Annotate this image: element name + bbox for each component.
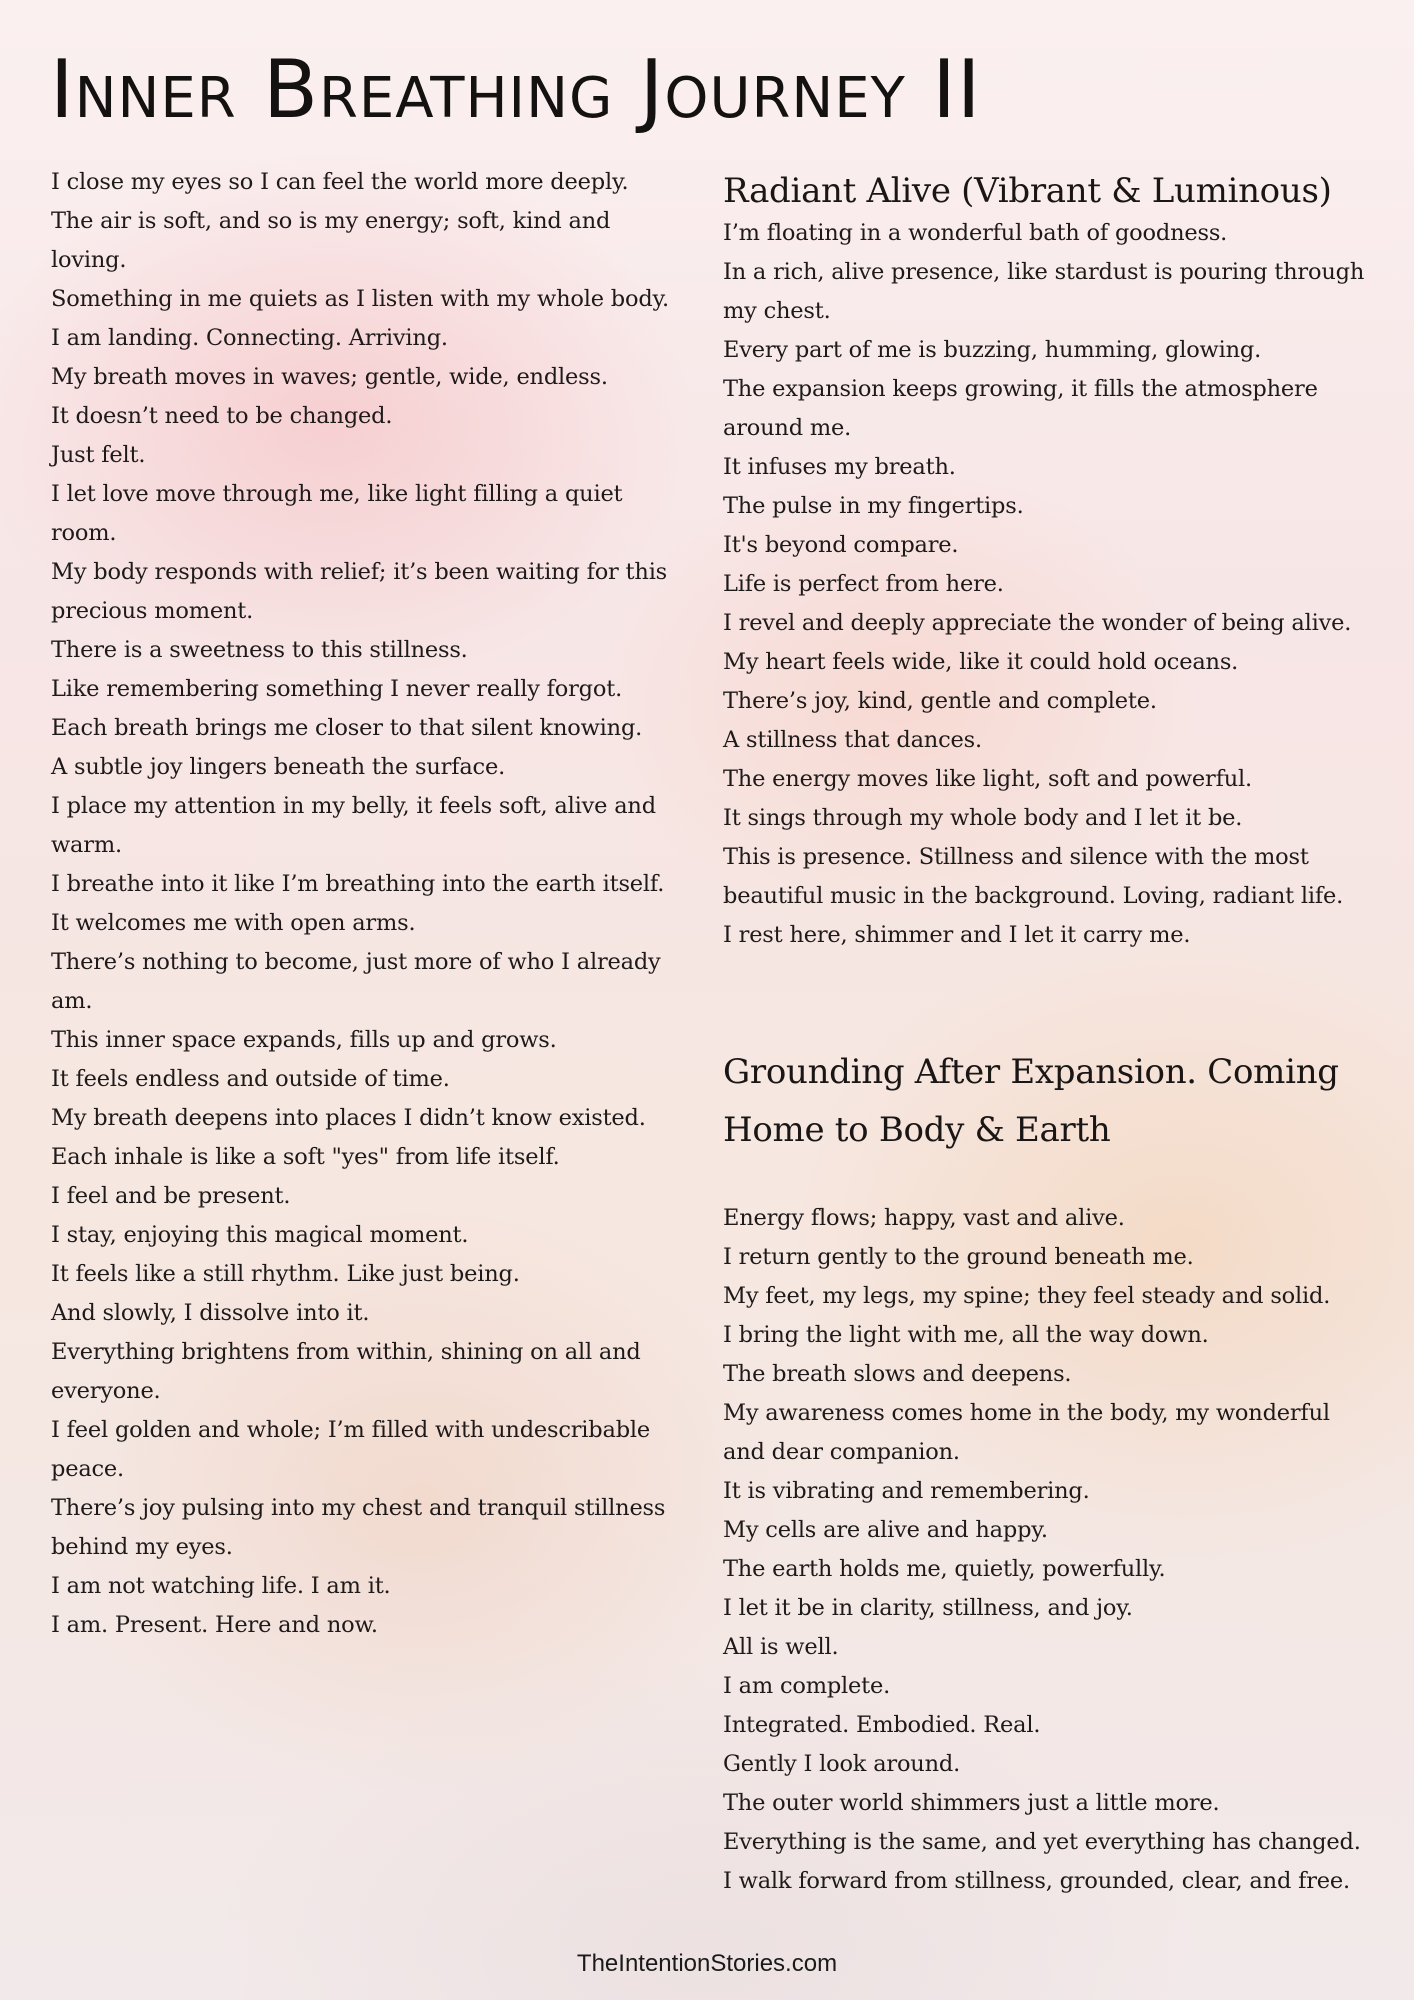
- text-line: A stillness that dances.: [723, 727, 982, 753]
- text-line: In a rich, alive presence, like stardust is pouring through my chest.: [723, 259, 1365, 324]
- text-line: I let it be in clarity, stillness, and joy.: [723, 1595, 1133, 1621]
- text-line: Every part of me is buzzing, humming, glowing.: [723, 337, 1262, 363]
- text-line: I rest here, shimmer and I let it carry me.: [723, 922, 1191, 948]
- text-line: It's beyond compare.: [723, 532, 959, 558]
- text-line: The expansion keeps growing, it fills the atmosphere around me.: [723, 376, 1318, 441]
- radiant-section-lines: [723, 214, 1373, 955]
- text-line: The breath slows and deepens.: [723, 1361, 1072, 1387]
- text-line: I stay, enjoying this magical moment.: [51, 1222, 469, 1248]
- text-line: I am complete.: [723, 1673, 891, 1699]
- radiant-section-heading: Radiant Alive (Vibrant & Luminous): [723, 171, 1332, 211]
- text-line: This is presence. Stillness and silence with the most beautiful music in the background. Loving, radiant life.: [723, 844, 1344, 909]
- text-line: This inner space expands, fills up and grows.: [51, 1027, 557, 1053]
- text-line: I am. Present. Here and now.: [51, 1612, 378, 1638]
- text-line: The outer world shimmers just a little more.: [723, 1790, 1220, 1816]
- text-line: It feels like a still rhythm. Like just being.: [51, 1261, 520, 1287]
- text-line: It feels endless and outside of time.: [51, 1066, 450, 1092]
- text-line: There’s nothing to become, just more of who I already am.: [51, 949, 661, 1014]
- text-line: My feet, my legs, my spine; they feel steady and solid.: [723, 1283, 1331, 1309]
- text-line: There’s joy, kind, gentle and complete.: [723, 688, 1157, 714]
- grounding-section: [723, 1043, 1373, 1901]
- radiant-section: [723, 168, 1373, 955]
- left-column-lines: [51, 163, 691, 1645]
- text-line: Something in me quiets as I listen with my whole body.: [51, 286, 669, 312]
- text-line: Integrated. Embodied. Real.: [723, 1712, 1041, 1738]
- text-line: I return gently to the ground beneath me.: [723, 1244, 1194, 1270]
- grounding-section-lines: [723, 1199, 1373, 1901]
- text-line: The air is soft, and so is my energy; soft, kind and loving.: [51, 208, 611, 273]
- text-line: I breathe into it like I’m breathing into the earth itself.: [51, 871, 665, 897]
- grounding-section-heading: Grounding After Expansion. Coming Home to Body & Earth: [723, 1052, 1339, 1150]
- text-line: I bring the light with me, all the way down.: [723, 1322, 1209, 1348]
- text-line: Everything is the same, and yet everything has changed.: [723, 1829, 1361, 1855]
- footer-website[interactable]: TheIntentionStories.com: [576, 1950, 838, 1977]
- text-line: It is vibrating and remembering.: [723, 1478, 1090, 1504]
- left-column: [51, 163, 691, 1645]
- text-line: I let love move through me, like light filling a quiet room.: [51, 481, 623, 546]
- text-line: Each breath brings me closer to that silent knowing.: [51, 715, 643, 741]
- text-line: There’s joy pulsing into my chest and tranquil stillness behind my eyes.: [51, 1495, 666, 1560]
- text-line: My breath deepens into places I didn’t know existed.: [51, 1105, 646, 1131]
- text-line: I feel and be present.: [51, 1183, 291, 1209]
- text-line: Each inhale is like a soft "yes" from life itself.: [51, 1144, 560, 1170]
- text-line: A subtle joy lingers beneath the surface.: [51, 754, 506, 780]
- text-line: And slowly, I dissolve into it.: [51, 1300, 370, 1326]
- text-line: Everything brightens from within, shining on all and everyone.: [51, 1339, 641, 1404]
- text-line: My cells are alive and happy.: [723, 1517, 1048, 1543]
- text-line: It sings through my whole body and I let it be.: [723, 805, 1243, 831]
- text-line: It infuses my breath.: [723, 454, 956, 480]
- text-line: I am not watching life. I am it.: [51, 1573, 391, 1599]
- text-line: All is well.: [723, 1634, 839, 1660]
- text-line: I am landing. Connecting. Arriving.: [51, 325, 448, 351]
- text-line: I’m floating in a wonderful bath of goodness.: [723, 220, 1228, 246]
- page-title: Inner Breathing Journey II: [50, 43, 982, 136]
- text-line: My awareness comes home in the body, my wonderful and dear companion.: [723, 1400, 1330, 1465]
- text-line: My heart feels wide, like it could hold oceans.: [723, 649, 1239, 675]
- text-line: My body responds with relief; it’s been waiting for this precious moment.: [51, 559, 668, 624]
- text-line: It welcomes me with open arms.: [51, 910, 416, 936]
- text-line: The pulse in my fingertips.: [723, 493, 1024, 519]
- text-line: Gently I look around.: [723, 1751, 961, 1777]
- text-line: I place my attention in my belly, it feels soft, alive and warm.: [51, 793, 656, 858]
- text-line: There is a sweetness to this stillness.: [51, 637, 468, 663]
- text-line: The earth holds me, quietly, powerfully.: [723, 1556, 1166, 1582]
- text-line: Just felt.: [51, 442, 146, 468]
- text-line: Like remembering something I never really forgot.: [51, 676, 623, 702]
- text-line: I close my eyes so I can feel the world more deeply.: [51, 169, 629, 195]
- text-line: It doesn’t need to be changed.: [51, 403, 393, 429]
- text-line: I revel and deeply appreciate the wonder of being alive.: [723, 610, 1352, 636]
- text-line: The energy moves like light, soft and powerful.: [723, 766, 1252, 792]
- text-line: Energy flows; happy, vast and alive.: [723, 1205, 1125, 1231]
- text-line: I walk forward from stillness, grounded, clear, and free.: [723, 1868, 1350, 1894]
- text-line: Life is perfect from here.: [723, 571, 1004, 597]
- text-line: My breath moves in waves; gentle, wide, endless.: [51, 364, 608, 390]
- text-line: I feel golden and whole; I’m filled with undescribable peace.: [51, 1417, 651, 1482]
